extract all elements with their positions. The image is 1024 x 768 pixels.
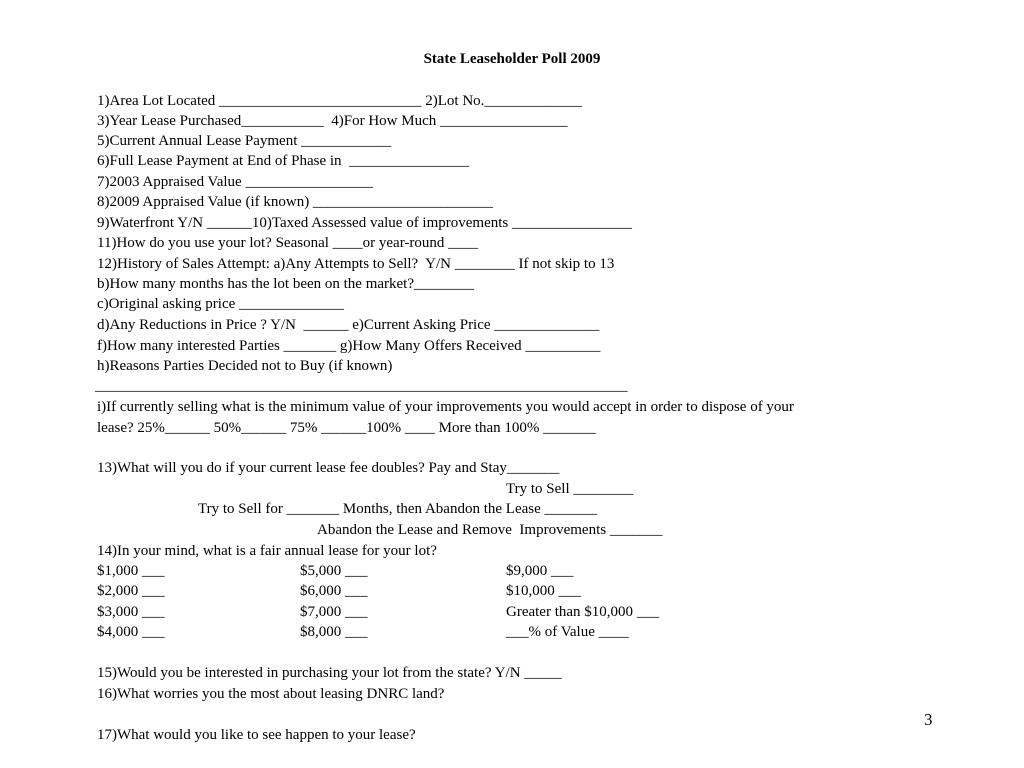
q14-option: $6,000 ___ [300, 583, 368, 599]
question-12a: 12)History of Sales Attempt: a)Any Attempts to Sell? Y/N ________ If not skip to 13 [97, 256, 615, 272]
page-number: 3 [924, 710, 933, 729]
question-12d-e: d)Any Reductions in Price ? Y/N ______ e)Current Asking Price ______________ [97, 317, 600, 333]
question-5: 5)Current Annual Lease Payment ____________ [97, 133, 392, 149]
question-15: 15)Would you be interested in purchasing your lot from the state? Y/N _____ [97, 665, 562, 681]
question-13-option-sell: Try to Sell ________ [506, 481, 634, 497]
question-1-2: 1)Area Lot Located ___________________________ 2)Lot No._____________ [97, 93, 582, 109]
question-8: 8)2009 Appraised Value (if known) ________________________ [97, 194, 493, 210]
question-17: 17)What would you like to see happen to your lease? [97, 727, 416, 743]
question-12b: b)How many months has the lot been on the market?________ [97, 276, 475, 292]
q14-option: ___% of Value ____ [506, 624, 629, 640]
q14-option: $4,000 ___ [97, 624, 165, 640]
question-3-4: 3)Year Lease Purchased___________ 4)For How Much _________________ [97, 113, 568, 129]
q14-option: $8,000 ___ [300, 624, 368, 640]
question-9-10: 9)Waterfront Y/N ______10)Taxed Assessed value of improvements ________________ [97, 215, 633, 231]
page-title: State Leaseholder Poll 2009 [423, 51, 601, 67]
question-16: 16)What worries you the most about leasing DNRC land? [97, 686, 445, 702]
question-12f-g: f)How many interested Parties _______ g)How Many Offers Received __________ [97, 338, 601, 354]
question-12i-line-1: i)If currently selling what is the minimum value of your improvements you would accept in order to dispose of your [97, 399, 794, 415]
q14-option: $2,000 ___ [97, 583, 165, 599]
question-7: 7)2003 Appraised Value _________________ [97, 174, 373, 190]
q14-option: $10,000 ___ [506, 583, 581, 599]
q14-option: $1,000 ___ [97, 563, 165, 579]
question-12h-blank: _______________________________________________________________________ [95, 378, 628, 394]
question-12c: c)Original asking price ______________ [97, 296, 345, 312]
question-13: 13)What will you do if your current lease fee doubles? Pay and Stay_______ [97, 460, 560, 476]
question-11: 11)How do you use your lot? Seasonal ____or year-round ____ [97, 235, 479, 251]
question-12i-line-2: lease? 25%______ 50%______ 75% ______100% ____ More than 100% _______ [97, 420, 596, 436]
q14-option: Greater than $10,000 ___ [506, 604, 660, 620]
question-13-option-abandon: Abandon the Lease and Remove Improvements _______ [317, 522, 663, 538]
question-14: 14)In your mind, what is a fair annual lease for your lot? [97, 543, 437, 559]
q14-option: $7,000 ___ [300, 604, 368, 620]
question-6: 6)Full Lease Payment at End of Phase in ________________ [97, 153, 470, 169]
question-12h: h)Reasons Parties Decided not to Buy (if known) [97, 358, 393, 374]
question-13-option-sell-then-abandon: Try to Sell for _______ Months, then Abandon the Lease _______ [198, 501, 598, 517]
q14-option: $3,000 ___ [97, 604, 165, 620]
q14-option: $9,000 ___ [506, 563, 574, 579]
q14-option: $5,000 ___ [300, 563, 368, 579]
